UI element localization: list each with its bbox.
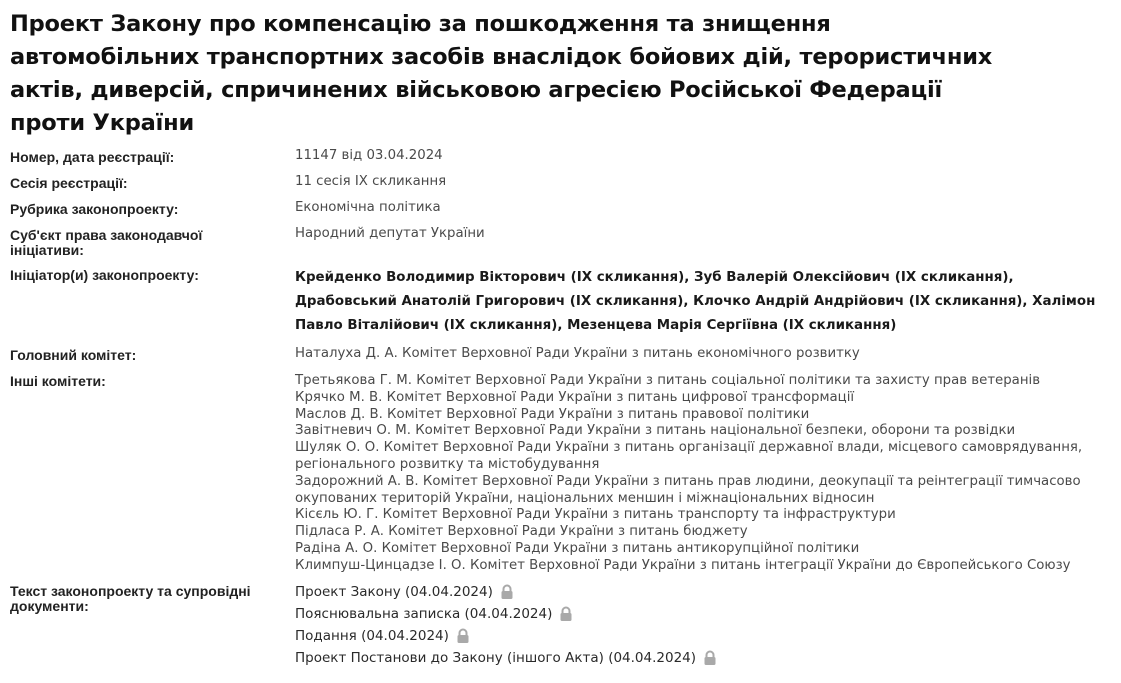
- row-other-committees: [10, 370, 1110, 575]
- document-item: [295, 581, 1110, 603]
- row-registration: [10, 146, 1110, 166]
- row-subject: [10, 224, 1110, 258]
- subject-value: Народний депутат України: [295, 226, 485, 241]
- document-item: [295, 603, 1110, 625]
- committee-item: Радіна А. О. Комітет Верховної Ради України з питань антикорупційної політики: [295, 540, 860, 556]
- committee-item: Кісєль Ю. Г. Комітет Верховної Ради України з питань транспорту та інфраструктури: [295, 507, 896, 523]
- rubric-label: Рубрика законопроекту:: [10, 201, 179, 217]
- committee-item: Маслов Д. В. Комітет Верховної Ради України з питань правової політики: [295, 406, 810, 422]
- lock-icon: [499, 584, 515, 600]
- committee-item: Крячко М. В. Комітет Верховної Ради України з питань цифрової трансформації: [295, 389, 855, 405]
- registration-value: 11147 від 03.04.2024: [295, 148, 443, 163]
- row-main-committee: [10, 344, 1110, 364]
- committee-item: Завітневич О. М. Комітет Верховної Ради України з питань національної безпеки, оборони та розвідки: [295, 423, 1016, 439]
- rubric-value: Економічна політика: [295, 200, 441, 215]
- lock-icon: [558, 606, 574, 622]
- initiators-label: Ініціатор(и) законопроекту:: [10, 267, 199, 283]
- row-documents: [10, 581, 1110, 669]
- document-link-explanatory-note[interactable]: Пояснювальна записка (04.04.2024): [295, 605, 553, 622]
- document-link-draft-resolution[interactable]: Проект Постанови до Закону (іншого Акта) (04.04.2024): [295, 649, 697, 666]
- lock-icon: [702, 650, 718, 666]
- committee-item: Підласа Р. А. Комітет Верховної Ради України з питань бюджету: [295, 524, 748, 540]
- initiators-value: Крейденко Володимир Вікторович (IX скликання), Зуб Валерій Олексійович (IX скликання), Драбовський Анатолій Григорович (IX скликання), Клочко Андрій Андрійович (IX скликання), Халімон Павло Віталійович (IX скликання), Мезенцева Марія Сергіївна (IX скликання): [295, 270, 1096, 333]
- document-item: [295, 625, 1110, 647]
- registration-label: Номер, дата реєстрації:: [10, 149, 175, 165]
- session-value: 11 сесія IX скликання: [295, 174, 447, 189]
- main-committee-label: Головний комітет:: [10, 347, 137, 363]
- committee-item: Третьякова Г. М. Комітет Верховної Ради України з питань соціальної політики та захисту прав ветеранів: [295, 373, 1041, 388]
- subject-label: Суб'єкт права законодавчої ініціативи:: [10, 227, 203, 258]
- documents-list: [295, 581, 1110, 669]
- bill-details: [10, 146, 1110, 675]
- document-item: [295, 647, 1110, 669]
- committee-item: Задорожний А. В. Комітет Верховної Ради України з питань прав людини, деокупації та реінтеграції тимчасово окупованих територій України, національних меншин і міжнаціональних відносин: [295, 473, 1081, 506]
- document-link-submission[interactable]: Подання (04.04.2024): [295, 627, 449, 644]
- document-link-draft-law[interactable]: Проект Закону (04.04.2024): [295, 583, 493, 600]
- lock-icon: [455, 628, 471, 644]
- row-rubric: [10, 198, 1110, 218]
- committee-item: Шуляк О. О. Комітет Верховної Ради України з питань організації державної влади, місцевого самоврядування, регіонального розвитку та містобудування: [295, 440, 1083, 472]
- session-label: Сесія реєстрації:: [10, 175, 128, 191]
- other-committees-label: Інші комітети:: [10, 373, 106, 389]
- main-committee-value: Наталуха Д. А. Комітет Верховної Ради України з питань економічного розвитку: [295, 346, 860, 361]
- page-title: Проект Закону про компенсацію за пошкодження та знищення автомобільних транспортних засобів внаслідок бойових дій, терористичних актів, диверсій, спричинених військовою агресією Російської Федерації проти України: [10, 11, 993, 136]
- row-session: [10, 172, 1110, 192]
- documents-label: Текст законопроекту та супровідні документи:: [10, 582, 251, 614]
- other-committees-list: [295, 370, 1110, 575]
- committee-item: Климпуш-Цинцадзе І. О. Комітет Верховної Ради України з питань інтеграції України до Європейського Союзу: [295, 557, 1071, 573]
- row-initiators: [10, 264, 1110, 338]
